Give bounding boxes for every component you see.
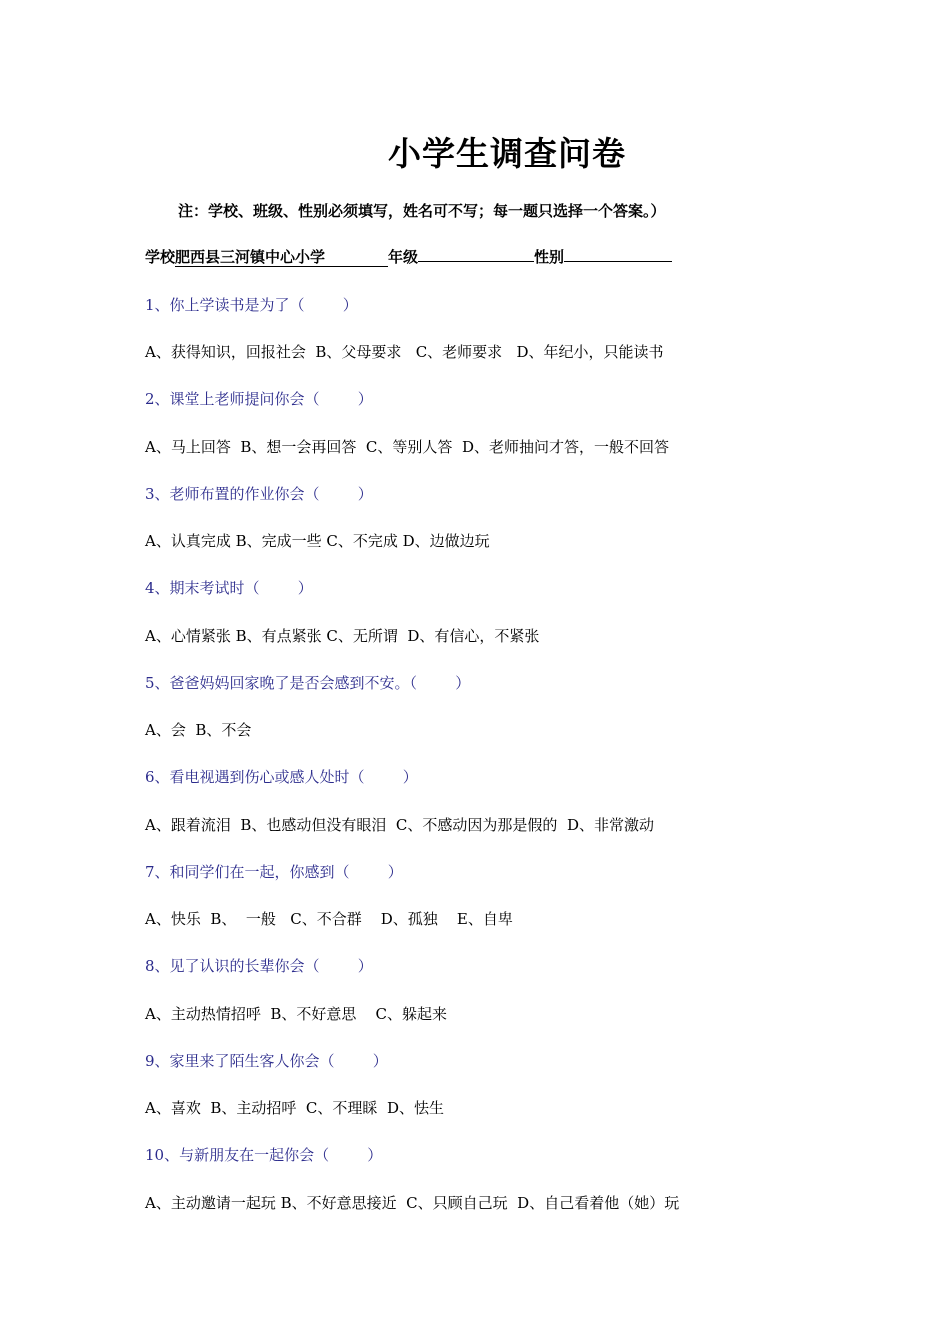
grade-field[interactable] (418, 261, 534, 262)
school-label: 学校 (145, 248, 176, 266)
question-3-options: A、认真完成 B、完成一些 C、不完成 D、边做边玩 (145, 532, 490, 550)
question-6: 6、看电视遇到伤心或感人处时（ ） (145, 768, 418, 786)
question-5: 5、爸爸妈妈回家晚了是否会感到不安。（ ） (145, 674, 471, 692)
gender-label: 性别 (534, 248, 565, 266)
question-6-options: A、跟着流泪 B、也感动但没有眼泪 C、不感动因为那是假的 D、非常激动 (145, 816, 654, 834)
instructions-note: 注：学校、班级、性别必须填写，姓名可不写；每一题只选择一个答案。） (178, 202, 666, 220)
question-7-options: A、快乐 B、 一般 C、不合群 D、孤独 E、自卑 (145, 910, 513, 928)
question-2-options: A、马上回答 B、想一会再回答 C、等别人答 D、老师抽问才答，一般不回答 (145, 438, 669, 456)
question-1: 1、你上学读书是为了（ ） (145, 296, 358, 314)
question-5-options: A、会 B、不会 (145, 721, 252, 739)
question-9: 9、家里来了陌生客人你会（ ） (145, 1052, 388, 1070)
question-2: 2、课堂上老师提问你会（ ） (145, 390, 373, 408)
question-4: 4、期末考试时（ ） (145, 579, 313, 597)
question-1-options: A、获得知识，回报社会 B、父母要求 C、老师要求 D、年纪小，只能读书 (145, 343, 664, 361)
question-8: 8、见了认识的长辈你会（ ） (145, 957, 373, 975)
question-8-options: A、主动热情招呼 B、不好意思 C、躲起来 (145, 1005, 447, 1023)
question-3: 3、老师布置的作业你会（ ） (145, 485, 373, 503)
gender-field[interactable] (564, 261, 672, 262)
question-7: 7、和同学们在一起，你感到（ ） (145, 863, 403, 881)
grade-label: 年级 (388, 248, 419, 266)
question-10: 10、与新朋友在一起你会（ ） (145, 1146, 383, 1164)
question-4-options: A、心情紧张 B、有点紧张 C、无所谓 D、有信心，不紧张 (145, 627, 540, 645)
question-10-options: A、主动邀请一起玩 B、不好意思接近 C、只顾自己玩 D、自己看着他（她）玩 (145, 1194, 680, 1212)
page-title: 小学生调查问卷 (388, 134, 626, 173)
school-field[interactable]: 肥西县三河镇中心小学 (175, 248, 388, 267)
question-9-options: A、喜欢 B、主动招呼 C、不理睬 D、怯生 (145, 1099, 444, 1117)
respondent-info-line (145, 246, 672, 267)
